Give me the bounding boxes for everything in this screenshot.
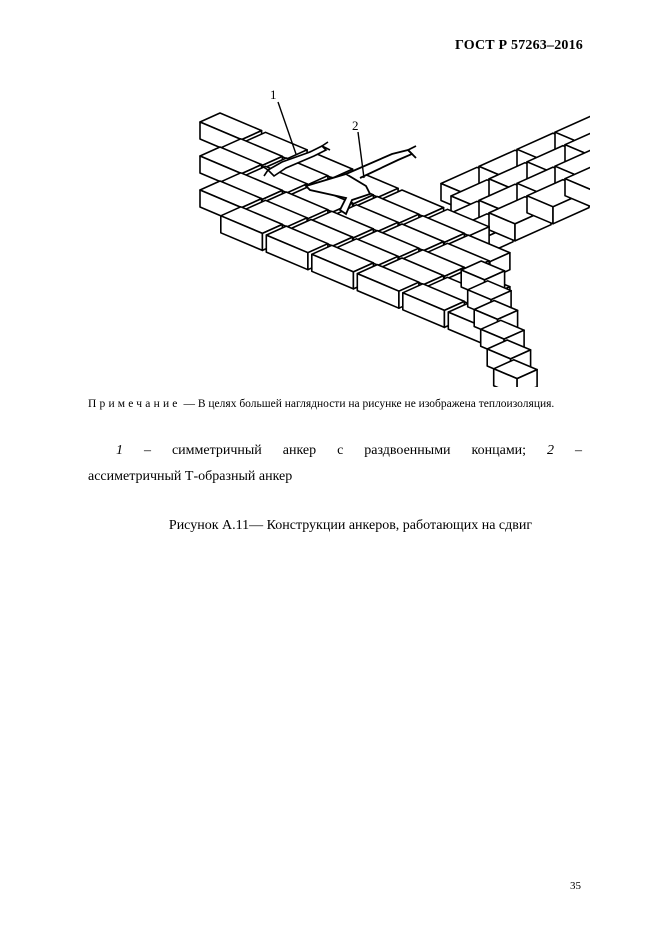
brick-wall-illustration xyxy=(170,82,590,387)
legend-line-1 xyxy=(88,438,582,464)
page-number: 35 xyxy=(570,880,581,892)
legend-word: концами; xyxy=(471,443,527,458)
legend-dash-2: – xyxy=(575,443,582,458)
legend-number-1: 1 xyxy=(116,443,123,458)
figure-label-1: 1 xyxy=(270,87,277,102)
figure-legend xyxy=(88,438,582,490)
document-header: ГОСТ Р 57263–2016 xyxy=(454,38,583,53)
legend-word: анкер xyxy=(282,443,317,458)
figure-label-2: 2 xyxy=(352,118,359,133)
note-label: Примечание xyxy=(88,398,181,410)
figure-caption: Рисунок А.11— Конструкции анкеров, работающих на сдвиг xyxy=(168,518,533,533)
legend-dash-1: – xyxy=(143,443,151,458)
figure-note xyxy=(88,392,582,416)
legend-word: раздвоенными xyxy=(364,443,451,458)
legend-word: с xyxy=(337,443,344,458)
legend-line-2: ассиметричный Т-образный анкер xyxy=(88,469,293,484)
note-text: — В целях большей наглядности на рисунке не изображена теплоизоляция. xyxy=(180,398,555,410)
legend-number-2: 2 xyxy=(547,443,555,458)
legend-word: симметричный xyxy=(171,443,262,458)
brick-wall-figure xyxy=(170,82,590,387)
